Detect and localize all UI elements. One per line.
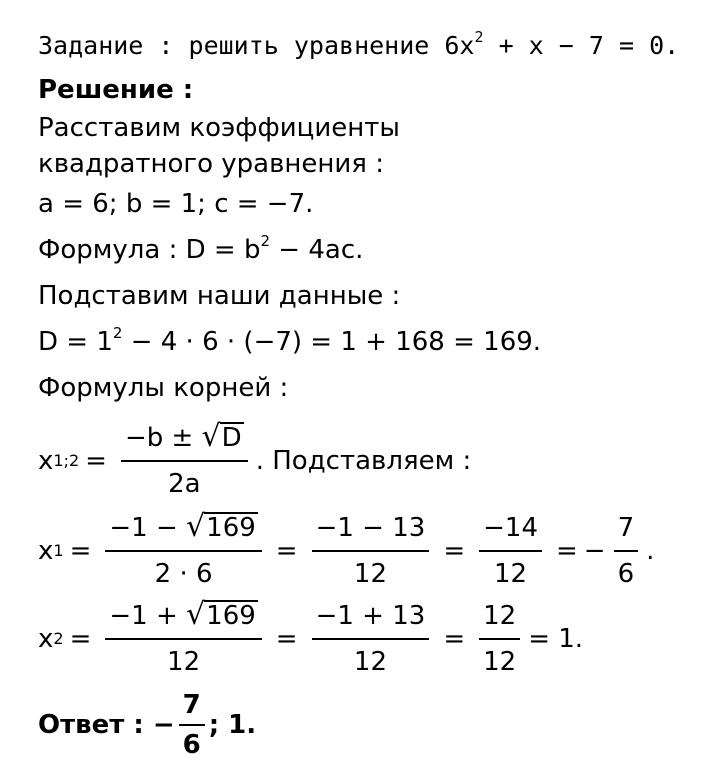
roots-fraction: [121, 420, 248, 502]
roots-num-pre: −b ±: [124, 423, 194, 453]
roots-formula-line: x 1;2 = −b ± √ D 2a . Подставляем :: [38, 420, 471, 502]
x1-f1-numerator: [105, 510, 261, 552]
answer-denominator: 6: [182, 730, 201, 760]
roots-label: Формулы корней :: [38, 373, 289, 403]
sqrt-169-x2-arg: 169: [206, 601, 256, 631]
answer-tail: ; 1.: [208, 710, 257, 740]
discriminant-line: [38, 326, 541, 358]
task-line: [38, 30, 679, 62]
answer-fraction: [179, 690, 205, 760]
roots-eq: =: [85, 446, 107, 476]
answer-label: Ответ : −: [38, 710, 175, 740]
answer-line: [38, 690, 256, 760]
x1-f1-num-pre: −1 −: [109, 513, 178, 543]
discriminant-exponent: 2: [112, 324, 123, 342]
step1-line1: Расставим коэффициенты: [38, 113, 400, 143]
x1-f2-denominator: 12: [353, 559, 387, 589]
roots-numerator: [121, 420, 248, 462]
x2-fraction-3: [479, 598, 520, 680]
answer-numerator: 7: [179, 690, 205, 726]
x2-fraction-1: [105, 598, 261, 680]
x1-f4-denominator: 6: [617, 559, 635, 589]
substitute-label: Подставим наши данные :: [38, 281, 401, 311]
roots-var: x: [38, 446, 54, 476]
task-exponent: 2: [474, 28, 484, 46]
x1-fraction-2: [312, 510, 430, 592]
sqrt-169: √ 169: [186, 509, 256, 544]
sqrt-169-x2: √ 169: [186, 597, 256, 632]
coefficients-line: a = 6; b = 1; c = −7.: [38, 189, 314, 219]
x1-eq: =: [69, 536, 92, 566]
solution-heading: Решение :: [38, 75, 194, 105]
x1-fraction-3: [479, 510, 542, 592]
x2-eq: =: [69, 624, 92, 654]
x1-fraction-4: [614, 510, 639, 592]
x2-var: x: [38, 624, 54, 654]
x2-f1-denominator: 12: [167, 647, 201, 677]
x1-fraction-1: [105, 510, 261, 592]
x1-f3-numerator: −14: [479, 510, 542, 552]
x1-end: .: [646, 536, 655, 566]
x2-f3-numerator: 12: [479, 598, 520, 640]
formula-rest: − 4ac.: [270, 235, 364, 265]
roots-tail: . Подставляем :: [255, 446, 472, 476]
roots-denominator: 2a: [168, 469, 201, 499]
x1-f4-numerator: 7: [614, 510, 639, 552]
discriminant-pre: D = 1: [38, 327, 113, 357]
formula-line: [38, 234, 363, 266]
x1-f1-denominator: 2 · 6: [154, 559, 213, 589]
x1-f2-numerator: −1 − 13: [312, 510, 430, 552]
sqrt-d-arg: D: [221, 423, 242, 453]
x2-f3-denominator: 12: [483, 647, 517, 677]
x1-f3-denominator: 12: [494, 559, 528, 589]
x2-f1-numerator: [105, 598, 261, 640]
x2-line: x 2 = −1 + √ 169 12 = $\frac{-1 + 13}{12}$ = $\frac{12}{12}$ = 1.: [38, 598, 583, 680]
formula-label: Формула : D = b: [38, 235, 261, 265]
x1-var: x: [38, 536, 54, 566]
x2-f2-numerator: −1 + 13: [312, 598, 430, 640]
formula-exponent: 2: [260, 232, 271, 250]
step1-line2: квадратного уравнения :: [38, 149, 384, 179]
x2-f2-denominator: 12: [353, 647, 387, 677]
task-label: Задание : решить уравнение 6x: [38, 31, 475, 60]
sqrt-169-arg: 169: [206, 513, 256, 543]
x2-f1-num-pre: −1 +: [109, 601, 178, 631]
discriminant-rest: − 4 · 6 · (−7) = 1 + 168 = 169.: [122, 327, 542, 357]
x2-result: = 1.: [528, 624, 584, 654]
x1-line: x 1 = −1 − √ 169 2 · 6 = $\frac{-1 - 13}{12}$ = $\frac{-14}{12}$ = − $\frac{7}{6}$ .: [38, 510, 654, 592]
task-rest: + x − 7 = 0.: [483, 31, 680, 60]
sqrt-d: √ D: [201, 419, 242, 454]
x2-fraction-2: [312, 598, 430, 680]
x1-minus: −: [583, 536, 606, 566]
